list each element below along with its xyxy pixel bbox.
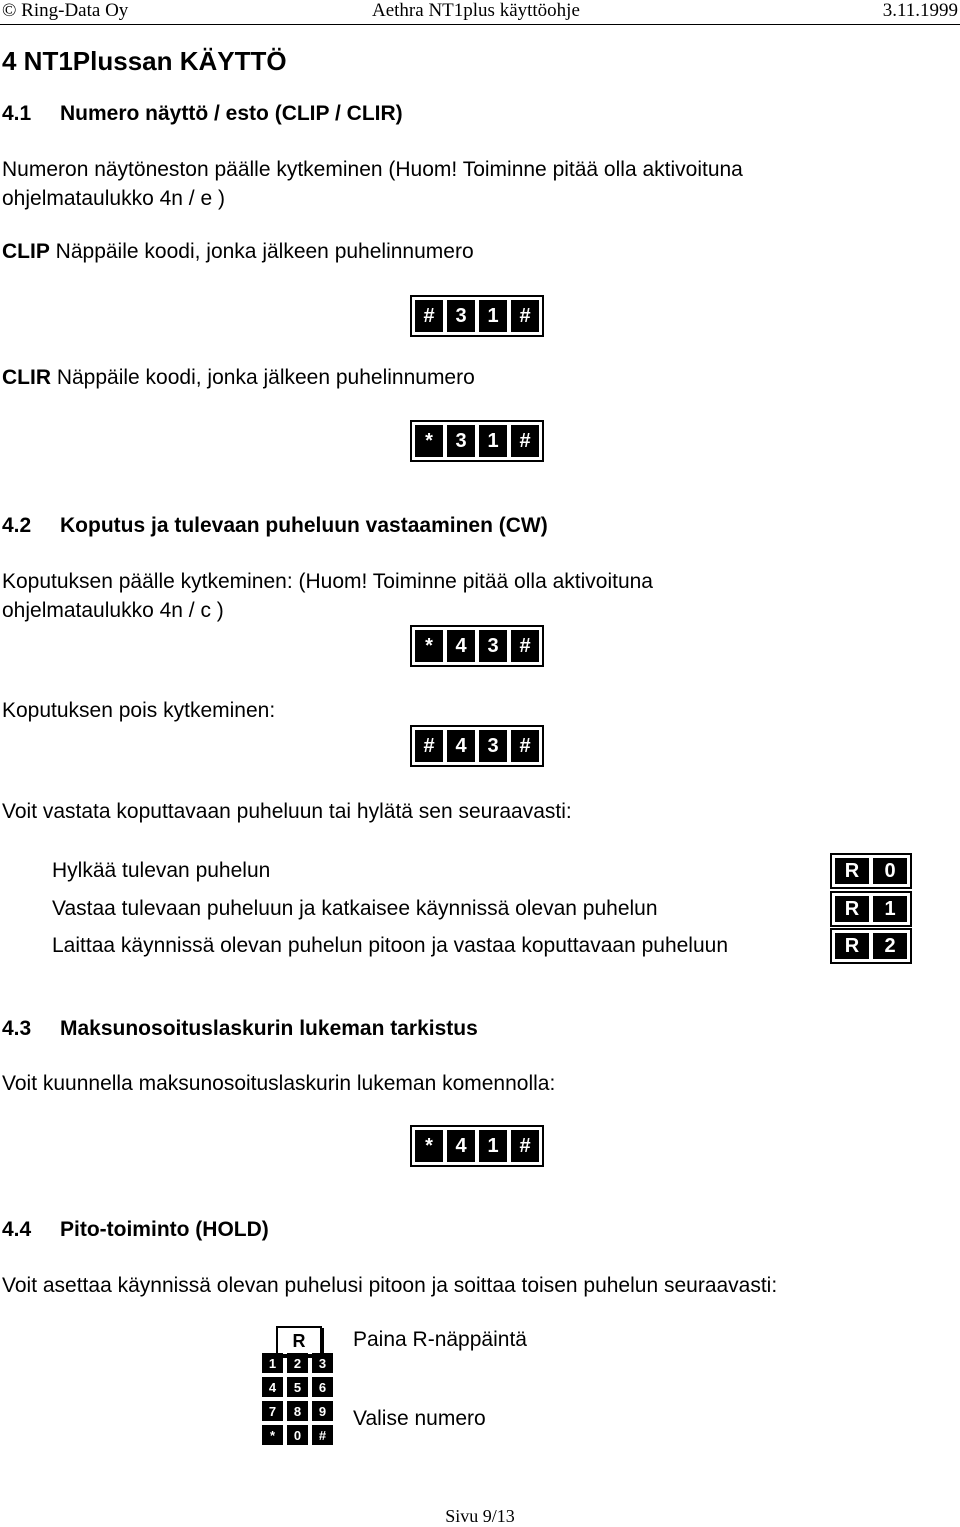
cw-option-0-keys xyxy=(830,853,912,889)
key: R xyxy=(834,857,870,885)
keypad-key: 2 xyxy=(287,1353,308,1373)
cw-answer-intro: Voit vastata koputtavaan puheluun tai hylätä sen seuraavasti: xyxy=(2,800,572,823)
page-footer: Sivu 9/13 xyxy=(445,1506,515,1526)
key: # xyxy=(414,729,444,763)
meter-text: Voit kuunnella maksunosoituslaskurin lukeman komennolla: xyxy=(2,1072,556,1095)
hold-text: Voit asettaa käynnissä olevan puhelusi pitoon ja soittaa toisen puhelun seuraavasti: xyxy=(2,1274,778,1297)
clir-keycode xyxy=(410,420,544,462)
key: 0 xyxy=(872,857,908,885)
clip-text: Näppäile koodi, jonka jälkeen puhelinnumero xyxy=(49,240,474,263)
key: 1 xyxy=(478,424,508,458)
r-key-icon: R xyxy=(276,1326,322,1356)
key: # xyxy=(510,299,540,333)
key: 4 xyxy=(446,729,476,763)
key: 3 xyxy=(446,299,476,333)
section-4-1-heading xyxy=(2,102,403,126)
keypad-key: * xyxy=(262,1425,283,1445)
clip-intro-line2: ohjelmataulukko 4n / e ) xyxy=(2,187,225,210)
key: 2 xyxy=(872,932,908,960)
section-4-2-heading xyxy=(2,514,548,538)
clir-label: CLIR xyxy=(2,366,51,389)
cw-option-1-text: Vastaa tulevaan puheluun ja katkaisee käynnissä olevan puhelun xyxy=(52,897,658,920)
key: # xyxy=(510,629,540,663)
section-title: Koputus ja tulevaan puheluun vastaaminen (CW) xyxy=(60,514,548,537)
page-header xyxy=(0,0,960,25)
key: * xyxy=(414,424,444,458)
section-number: 4.1 xyxy=(2,102,32,125)
key: 1 xyxy=(478,299,508,333)
cw-option-0-text: Hylkää tulevan puhelun xyxy=(52,859,271,882)
keypad-icon xyxy=(262,1353,333,1445)
keypad-key: # xyxy=(312,1425,333,1445)
cw-option-2-text: Laittaa käynnissä olevan puhelun pitoon ja vastaa koputtavaan puheluun xyxy=(52,934,729,957)
clip-instruction xyxy=(2,237,474,266)
cw-off-text: Koputuksen pois kytkeminen: xyxy=(2,699,276,722)
key: # xyxy=(510,1129,540,1163)
header-right: 3.11.1999 xyxy=(882,0,958,21)
keypad-key: 9 xyxy=(312,1401,333,1421)
hold-step2: Valise numero xyxy=(353,1407,486,1430)
section-number: 4.4 xyxy=(2,1218,32,1241)
section-title: Pito-toiminto (HOLD) xyxy=(60,1218,269,1241)
cw-on-line1: Koputuksen päälle kytkeminen: (Huom! Toiminne pitää olla aktivoituna xyxy=(2,570,653,593)
key: # xyxy=(510,424,540,458)
clir-instruction xyxy=(2,363,475,392)
keypad-key: 1 xyxy=(262,1353,283,1373)
keypad-key: 5 xyxy=(287,1377,308,1397)
cw-option-1-keys xyxy=(830,891,912,927)
key: 1 xyxy=(872,895,908,923)
cw-off-keycode xyxy=(410,725,544,767)
chapter-title: 4 NT1Plussan KÄYTTÖ xyxy=(2,46,287,76)
cw-on-keycode xyxy=(410,625,544,667)
key: 4 xyxy=(446,1129,476,1163)
section-number: 4.2 xyxy=(2,514,32,537)
key: 1 xyxy=(478,1129,508,1163)
clip-intro-line1: Numeron näytöneston päälle kytkeminen (Huom! Toiminne pitää olla aktivoituna xyxy=(2,158,743,181)
keypad-key: 7 xyxy=(262,1401,283,1421)
cw-option-2-keys xyxy=(830,928,912,964)
key: 3 xyxy=(478,729,508,763)
key: 4 xyxy=(446,629,476,663)
keypad-key: 0 xyxy=(287,1425,308,1445)
cw-on-line2: ohjelmataulukko 4n / c ) xyxy=(2,599,224,622)
key: 3 xyxy=(446,424,476,458)
section-4-3-heading xyxy=(2,1017,478,1041)
section-number: 4.3 xyxy=(2,1017,32,1040)
header-center: Aethra NT1plus käyttöohje xyxy=(372,0,580,21)
key: 3 xyxy=(478,629,508,663)
section-title: Maksunosoituslaskurin lukeman tarkistus xyxy=(60,1017,478,1040)
clip-keycode xyxy=(410,295,544,337)
key: * xyxy=(414,1129,444,1163)
key: # xyxy=(510,729,540,763)
hold-step1: Paina R-näppäintä xyxy=(353,1328,527,1351)
keypad-key: 6 xyxy=(312,1377,333,1397)
meter-keycode xyxy=(410,1125,544,1167)
key: # xyxy=(414,299,444,333)
section-title: Numero näyttö / esto (CLIP / CLIR) xyxy=(60,102,403,125)
key: R xyxy=(834,895,870,923)
key: R xyxy=(834,932,870,960)
keypad-key: 3 xyxy=(312,1353,333,1373)
keypad-key: 8 xyxy=(287,1401,308,1421)
header-left: © Ring-Data Oy xyxy=(2,0,129,21)
key: * xyxy=(414,629,444,663)
clip-label: CLIP xyxy=(2,240,50,263)
section-4-4-heading xyxy=(2,1218,269,1242)
clir-text: Näppäile koodi, jonka jälkeen puhelinnumero xyxy=(51,366,475,389)
keypad-key: 4 xyxy=(262,1377,283,1397)
